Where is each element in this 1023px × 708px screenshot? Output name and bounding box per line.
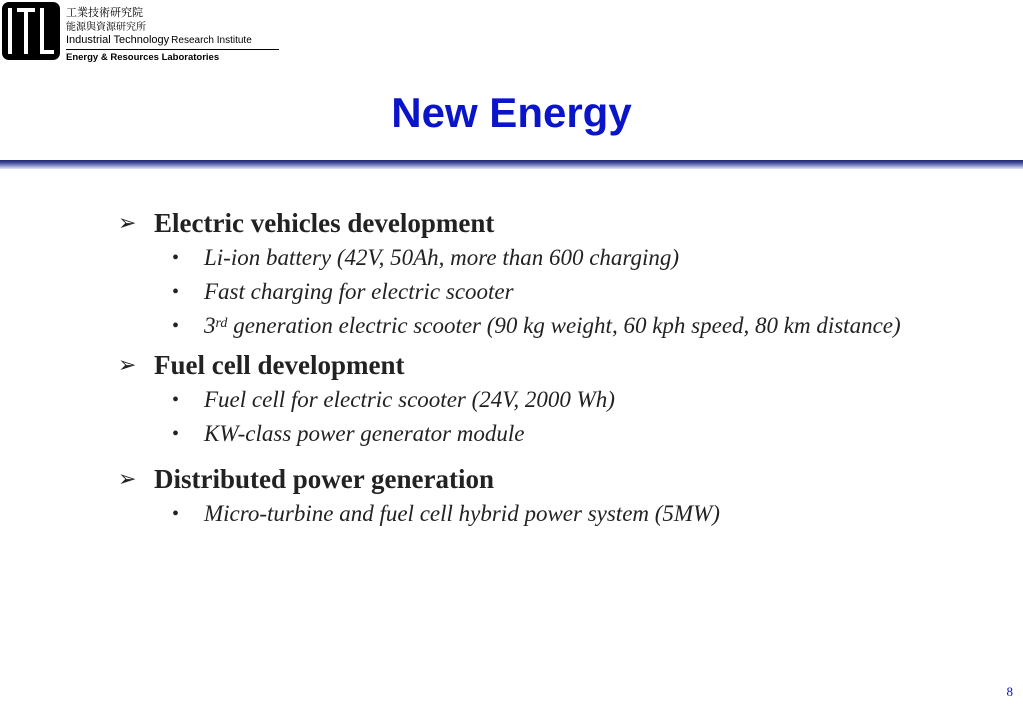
list-item [118, 241, 938, 275]
bullet-list [118, 241, 938, 343]
list-item [118, 417, 938, 451]
itri-logo-block [0, 0, 300, 70]
section-electric-vehicles [118, 205, 938, 343]
bullet-list [118, 497, 938, 531]
logo-english-name-part1: Industrial Technology [66, 34, 170, 46]
bullet-text: KW-class power generator module [204, 421, 525, 446]
slide-title: New Energy [391, 89, 632, 136]
list-item [118, 383, 938, 417]
bullet-text: generation electric scooter (90 kg weight, 60 kph speed, 80 km distance) [227, 313, 901, 338]
section-heading [118, 347, 938, 383]
arrow-bullet-icon: ➢ [118, 466, 137, 492]
section-label: Electric vehicles development [154, 207, 495, 238]
dot-bullet-icon: • [172, 503, 180, 525]
section-label: Distributed power generation [154, 463, 494, 494]
dot-bullet-icon: • [172, 315, 180, 337]
title-divider [0, 160, 1023, 169]
arrow-bullet-icon: ➢ [118, 352, 137, 378]
list-item [118, 497, 938, 531]
dot-bullet-icon: • [172, 423, 180, 445]
dot-bullet-icon: • [172, 389, 180, 411]
section-heading [118, 461, 938, 497]
ordinal-suffix: rd [215, 316, 228, 331]
logo-chinese-name: 工業技術研究院 [66, 7, 143, 19]
logo-english-name-part2: Research Institute [171, 35, 252, 46]
dot-bullet-icon: • [172, 247, 180, 269]
arrow-bullet-icon: ➢ [118, 210, 137, 236]
dot-bullet-icon: • [172, 281, 180, 303]
bullet-text: Micro-turbine and fuel cell hybrid power system (5MW) [204, 501, 720, 526]
page-number: 8 [1006, 684, 1013, 699]
section-distributed-power [118, 461, 938, 531]
section-label: Fuel cell development [154, 349, 405, 380]
section-fuel-cell [118, 347, 938, 451]
bullet-text: Fast charging for electric scooter [204, 279, 514, 304]
itri-logo-icon [2, 2, 60, 60]
logo-english-name [66, 34, 252, 46]
bullet-text: Li-ion battery (42V, 50Ah, more than 600 charging) [204, 245, 680, 270]
logo-english-division: Energy & Resources Laboratories [66, 52, 220, 63]
logo-rule [66, 49, 279, 50]
section-heading [118, 205, 938, 241]
logo-chinese-division: 能源與資源研究所 [66, 22, 146, 33]
slide-content [118, 205, 938, 531]
list-item [118, 309, 938, 343]
list-item [118, 275, 938, 309]
bullet-number: 3 [204, 313, 216, 338]
bullet-text: Fuel cell for electric scooter (24V, 2000 Wh) [204, 387, 615, 412]
bullet-list [118, 383, 938, 451]
